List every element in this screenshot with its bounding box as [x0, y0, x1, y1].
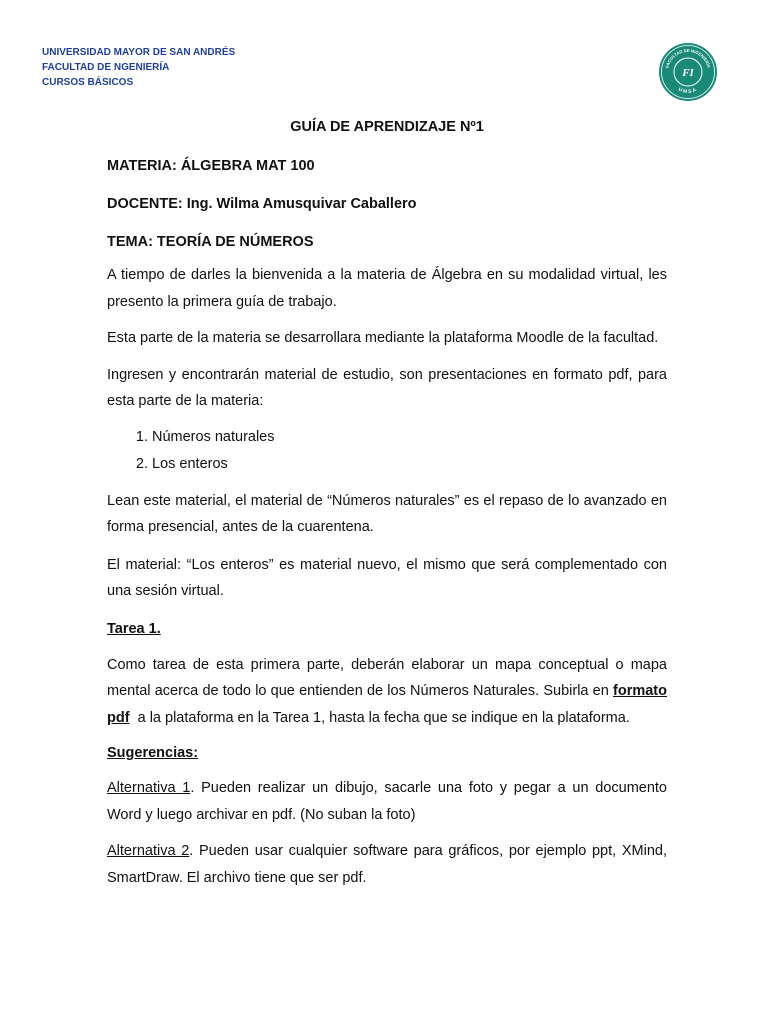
seal-center-text: FI	[682, 67, 694, 79]
teacher-line: DOCENTE: Ing. Wilma Amusquivar Caballero	[107, 196, 417, 212]
task-text-end: a la plataforma en la Tarea 1, hasta la fecha que se indique en la plataforma.	[129, 709, 630, 726]
list-item: 1. Números naturales	[152, 424, 667, 451]
institution-header	[42, 45, 235, 90]
task-format-emphasis: formato pdf	[107, 683, 667, 726]
seal-bottom-text: UMSA	[677, 86, 699, 96]
faculty-name: FACULTAD DE NGENIERÍA	[42, 62, 170, 73]
paragraph-alternative-1	[107, 775, 667, 828]
alternative-1-label: Alternativa 1	[107, 780, 191, 796]
paragraph-review: Lean este material, el material de “Números naturales” es el repaso de lo avanzado en forma presencial, antes de la cuarentena.	[107, 492, 667, 535]
subject-line: MATERIA: ÁLGEBRA MAT 100	[107, 158, 315, 174]
task-text-start: Como tarea de esta primera parte, deberán elaborar un mapa conceptual o mapa mental acerca de todo lo que entienden de los Números Naturales. Subirla en	[107, 656, 667, 699]
seal-top-text: FACULTAD DE INGENIERÍA	[664, 47, 712, 69]
alternative-2-label: Alternativa 2	[107, 843, 190, 859]
list-item: 2. Los enteros	[152, 451, 667, 478]
paragraph-new-material: El material: “Los enteros” es material nuevo, el mismo que será complementado con una sesión virtual.	[107, 556, 667, 599]
alternative-2-text: . Pueden usar cualquier software para gráficos, por ejemplo ppt, XMind, SmartDraw. El archivo tiene que ser pdf.	[107, 843, 667, 886]
material-list	[107, 424, 667, 478]
document-title: GUÍA DE APRENDIZAJE Nº1	[290, 119, 484, 135]
course-name: CURSOS BÁSICOS	[42, 77, 134, 88]
document-body	[107, 112, 667, 891]
paragraph-platform: Esta parte de la materia se desarrollara mediante la plataforma Moodle de la facultad.	[107, 330, 659, 346]
university-name: UNIVERSIDAD MAYOR DE SAN ANDRÉS	[42, 47, 236, 58]
paragraph-alternative-2	[107, 838, 667, 891]
paragraph-material: Ingresen y encontrarán material de estudio, son presentaciones en formato pdf, para esta parte de la materia:	[107, 366, 667, 409]
topic-line: TEMA: TEORÍA DE NÚMEROS	[107, 234, 314, 250]
suggestions-heading: Sugerencias:	[107, 745, 199, 761]
paragraph-task	[107, 652, 667, 732]
paragraph-welcome: A tiempo de darles la bienvenida a la materia de Álgebra en su modalidad virtual, les presento la primera guía de trabajo.	[107, 267, 667, 310]
faculty-seal-logo	[658, 42, 718, 102]
alternative-1-text: . Pueden realizar un dibujo, sacarle una foto y pegar a un documento Word y luego archivar en pdf. (No suban la foto)	[107, 780, 667, 823]
task-heading: Tarea 1.	[107, 620, 161, 637]
